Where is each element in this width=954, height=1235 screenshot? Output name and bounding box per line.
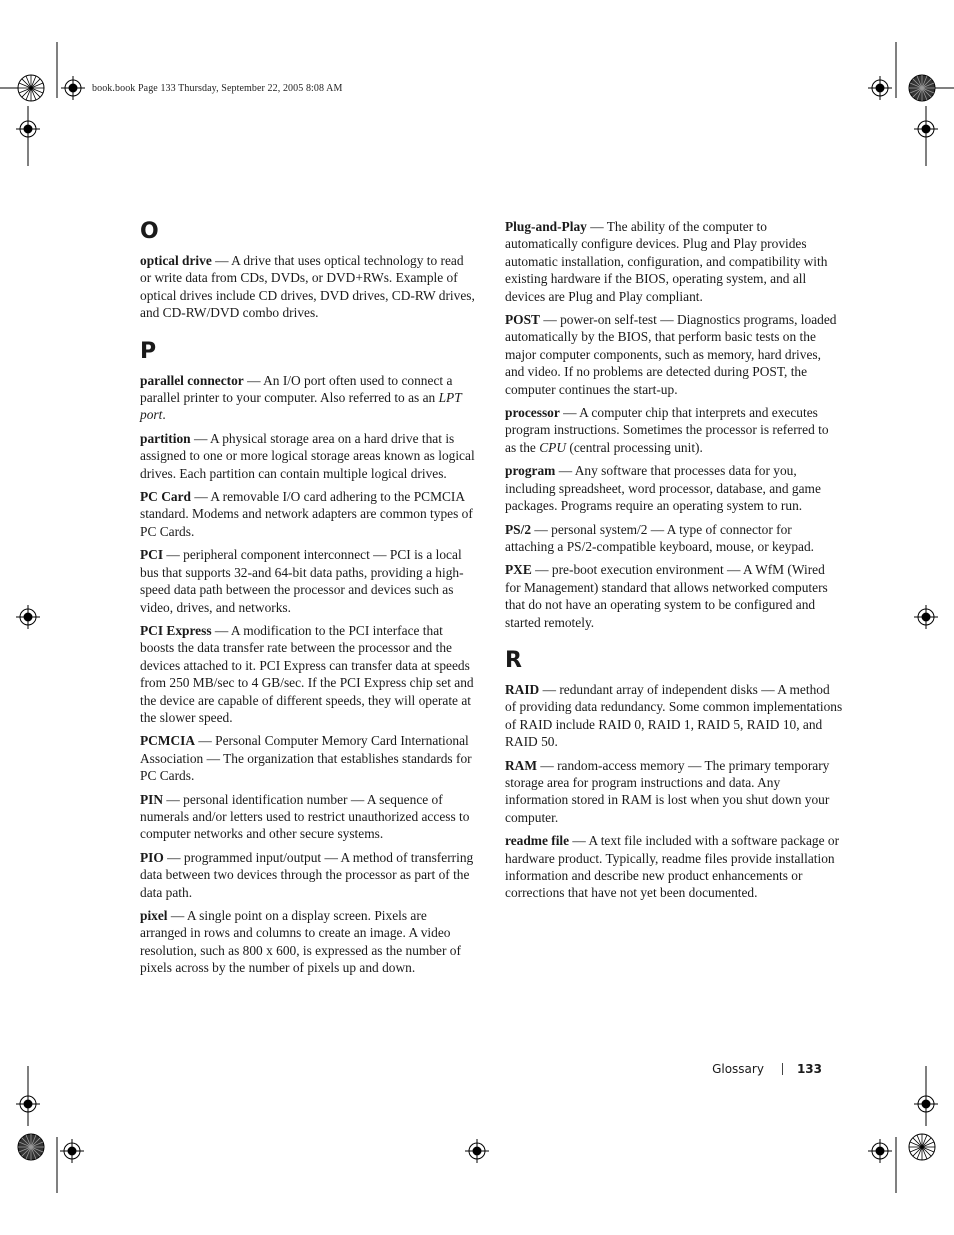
glossary-entry [505, 681, 843, 751]
glossary-section [505, 218, 843, 631]
glossary-entry [140, 849, 476, 901]
entry-tail: . [162, 407, 166, 423]
glossary-entry [505, 404, 843, 456]
crosshair-mark-icon [61, 76, 85, 100]
crosshair-mark-icon [868, 76, 892, 100]
glossary-entry [505, 311, 843, 398]
glossary-entry [140, 732, 476, 784]
entry-term: PXE [505, 562, 532, 578]
entry-term: PCI [140, 547, 164, 563]
entry-separator: — [163, 791, 184, 807]
entry-term: RAID [505, 681, 540, 697]
glossary-entry [140, 372, 476, 424]
entry-term: PS/2 [505, 521, 532, 537]
entry-term: processor [505, 405, 560, 421]
entry-separator: — [195, 733, 216, 749]
color-rosette-icon [18, 1134, 44, 1160]
entry-definition: personal system/2 — A type of connector for attaching a PS/2-compatible keyboard, mouse, or keypad. [505, 521, 815, 554]
print-header: book.book Page 133 Thursday, September 22, 2005 8:08 AM [92, 83, 343, 94]
entry-separator: — [539, 312, 561, 328]
entry-term: RAM [505, 757, 537, 773]
entry-definition: A computer chip that interprets and executes program instructions. Sometimes the processor is referred to as the [505, 405, 829, 455]
left-column [140, 218, 476, 993]
footer-section-label: Glossary [712, 1062, 764, 1076]
entry-emphasis: CPU [539, 439, 567, 455]
entry-separator: — [211, 622, 231, 638]
entry-separator: — [555, 463, 575, 479]
entry-term: PCI Express [140, 622, 212, 638]
entry-definition: A removable I/O card adhering to the PCMCIA standard. Modems and network adapters are common types of PC Cards. [140, 489, 473, 539]
entry-tail: (central processing unit). [566, 439, 703, 455]
glossary-entry [505, 561, 843, 631]
entry-term: partition [140, 430, 191, 446]
entry-definition: A modification to the PCI interface that boosts the data transfer rate between the processor and the devices attached to it. PCI Express can transfer data at speeds from 250 MB/sec to 4 GB/sec. If the PCI Express chip set and the device are capable of different speeds, they will operate at the slower speed. [140, 622, 474, 725]
entry-separator: — [211, 253, 232, 268]
glossary-entry [140, 907, 476, 977]
crosshair-mark-icon [16, 1092, 40, 1116]
right-column [505, 218, 843, 918]
entry-separator: — [531, 521, 552, 537]
entry-definition: The ability of the computer to automatically configure devices. Plug and Play provides automatic installation, configuration, and compatibility with existing hardware if the BIOS, operating system, and all devices are Plug and Play compliant. [505, 219, 828, 304]
entry-separator: — [163, 849, 184, 865]
entry-separator: — [190, 489, 211, 505]
entry-separator: — [539, 681, 560, 697]
entry-definition: A drive that uses optical technology to read or write data from CDs, DVDs, or DVD+RWs. Example of optical drives include CD drives, DVD drives, CD-RW drives, and CD-RW/DVD combo drives. [140, 253, 475, 321]
crosshair-mark-icon [868, 1139, 892, 1163]
entry-emphasis: LPT port [140, 390, 462, 423]
entry-term: PIN [140, 791, 164, 807]
entry-term: Plug-and-Play [505, 219, 587, 234]
entry-definition: personal identification number — A sequence of numerals and/or letters used to restrict unauthorized access to computer networks and other secure systems. [140, 791, 470, 842]
footer-divider [782, 1063, 783, 1075]
glossary-section [140, 338, 476, 977]
entry-separator: — [586, 219, 607, 234]
glossary-entry [140, 252, 476, 322]
color-rosette-icon [18, 75, 44, 101]
entry-term: optical drive [140, 253, 212, 268]
glossary-entry [505, 218, 843, 305]
entry-separator: — [190, 430, 210, 446]
entry-separator: — [243, 372, 264, 388]
glossary-section [505, 647, 843, 902]
glossary-entry [505, 757, 843, 827]
crosshair-mark-icon [914, 1092, 938, 1116]
entry-separator: — [536, 757, 558, 773]
entry-definition: redundant array of independent disks — A method of providing data redundancy. Some common implementations of RAID include RAID 0, RAID 1, RAID 5, RAID 10, and RAID 50. [505, 681, 843, 750]
entry-separator: — [167, 908, 187, 923]
entry-term: POST [505, 312, 540, 328]
section-letter: O [140, 219, 159, 244]
color-rosette-icon [909, 1134, 935, 1160]
entry-term: PC Card [140, 489, 191, 505]
entry-term: pixel [140, 908, 168, 923]
entry-definition: A single point on a display screen. Pixels are arranged in rows and columns to create an image. A video resolution, such as 800 x 600, is expressed as the number of pixels across by the number of pixels up and down. [140, 908, 461, 976]
crosshair-mark-icon [16, 605, 40, 629]
glossary-entry [140, 546, 476, 616]
crosshair-mark-icon [60, 1139, 84, 1163]
entry-definition: Any software that processes data for you, including spreadsheet, word processor, database, and game packages. Programs require an operating system to run. [505, 463, 821, 514]
entry-term: PCMCIA [140, 733, 196, 749]
crosshair-mark-icon [914, 117, 938, 141]
entry-definition: programmed input/output — A method of transferring data between two devices through the processor as part of the data path. [140, 849, 474, 900]
crosshair-mark-icon [16, 117, 40, 141]
section-letter: R [505, 647, 522, 673]
glossary-entry [140, 430, 476, 482]
entry-definition: peripheral component interconnect — PCI is a local bus that supports 32-and 64-bit data paths, providing a high-speed data path between the processor and devices such as video, drives, and networks. [140, 547, 464, 615]
entry-definition: random-access memory — The primary temporary storage area for program instructions and data. Any information stored in RAM is lost when you shut down your computer. [505, 757, 830, 825]
entry-definition: power-on self-test — Diagnostics programs, loaded automatically by the BIOS, that perform basic tests on the major computer components, such as memory, hard drives, and video. If no problems are detected during POST, the computer continues the start-up. [505, 312, 837, 397]
crosshair-mark-icon [465, 1139, 489, 1163]
entry-separator: — [163, 547, 184, 563]
entry-definition: A text file included with a software package or hardware product. Typically, readme files provide installation information and describe new product enhancements or corrections that have not yet been documented. [505, 833, 840, 901]
glossary-entry [505, 462, 843, 514]
page-number: 133 [796, 1062, 822, 1076]
entry-term: parallel connector [140, 372, 244, 388]
entry-definition: An I/O port often used to connect a parallel printer to your computer. Also referred to as an [140, 372, 453, 406]
section-letter: P [140, 338, 157, 364]
crosshair-mark-icon [914, 605, 938, 629]
color-rosette-icon [909, 75, 935, 101]
glossary-section [140, 218, 476, 322]
entry-separator: — [569, 833, 589, 849]
entry-definition: Personal Computer Memory Card International Association — The organization that establishes standards for PC Cards. [140, 733, 472, 784]
entry-separator: — [531, 562, 552, 578]
entry-separator: — [559, 405, 580, 421]
glossary-entry [505, 521, 843, 556]
entry-term: program [505, 463, 556, 479]
page-footer [700, 1062, 822, 1076]
glossary-entry [505, 832, 843, 902]
entry-definition: A physical storage area on a hard drive that is assigned to one or more logical storage areas known as logical drives. Each partition can contain multiple logical drives. [140, 430, 475, 481]
glossary-entry [140, 488, 476, 540]
entry-definition: pre-boot execution environment — A WfM (Wired for Management) standard that allows networked computers that do not have an operating system to be configured and started remotely. [505, 562, 828, 630]
glossary-entry [140, 791, 476, 843]
glossary-entry [140, 622, 476, 726]
entry-term: readme file [505, 833, 570, 849]
entry-term: PIO [140, 849, 164, 865]
